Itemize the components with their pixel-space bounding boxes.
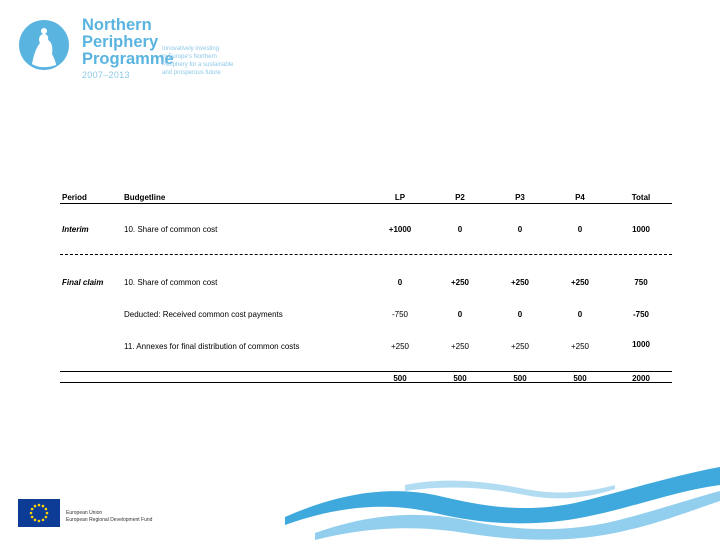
budgetline-cell: 11. Annexes for final distribution of common costs	[124, 342, 300, 351]
p4-cell: +250	[570, 278, 590, 287]
lp-cell: +1000	[388, 225, 412, 234]
table-row-final-claim	[60, 278, 672, 292]
decorative-wave-icon	[285, 455, 720, 540]
eu-stars-icon	[18, 499, 60, 527]
header-lp: LP	[394, 193, 406, 202]
programme-title-line: Programme	[82, 50, 174, 68]
lp-cell: -750	[391, 310, 408, 319]
table-totals-row	[60, 374, 672, 388]
programme-years: 2007–2013	[82, 70, 130, 80]
programme-logo	[14, 14, 254, 84]
programme-title	[82, 17, 174, 68]
p4-cell: 0	[577, 225, 583, 234]
p2-cell: 0	[457, 310, 463, 319]
programme-title-line: Periphery	[82, 33, 159, 51]
tagline-line: and prosperous future	[162, 70, 221, 76]
programme-title-line: Northern	[82, 16, 152, 34]
header-period: Period	[62, 193, 87, 202]
tagline-line: in Europe's Northern	[162, 54, 217, 60]
total-cell: 1000	[632, 340, 650, 349]
header-p3: P3	[515, 193, 525, 202]
total-cell: -750	[632, 310, 649, 319]
p3-total-cell: 500	[513, 374, 527, 383]
lp-cell: +250	[390, 342, 410, 351]
budgetline-cell: Deducted: Received common cost payments	[124, 310, 283, 319]
total-cell: 1000	[632, 225, 650, 234]
table-row-interim	[60, 225, 672, 239]
p3-cell: +250	[510, 342, 530, 351]
lp-cell: 0	[397, 278, 403, 287]
totals-top-rule	[60, 371, 672, 372]
budgetline-cell: 10. Share of common cost	[124, 225, 218, 234]
eu-label-line: European Regional Development Fund	[66, 517, 153, 523]
header-total: Total	[631, 193, 651, 202]
p2-cell: 0	[457, 225, 463, 234]
programme-emblem-icon	[18, 18, 70, 72]
grand-total-cell: 2000	[632, 374, 650, 383]
eu-flag-icon	[18, 499, 60, 527]
eu-fund-label	[66, 510, 152, 524]
lp-total-cell: 500	[393, 374, 407, 383]
p2-cell: +250	[450, 278, 470, 287]
p3-cell: 0	[517, 225, 523, 234]
header-budgetline: Budgetline	[124, 193, 166, 202]
total-cell: 750	[634, 278, 648, 287]
table-header-row	[60, 193, 672, 207]
header-p2: P2	[455, 193, 465, 202]
tagline-line: Periphery for a sustainable	[162, 62, 234, 68]
eu-label-line: European Union	[66, 510, 103, 516]
budgetline-cell: 10. Share of common cost	[124, 278, 218, 287]
p2-total-cell: 500	[453, 374, 467, 383]
period-cell: Final claim	[62, 278, 104, 287]
table-row-deducted	[60, 310, 672, 324]
header-p4: P4	[575, 193, 585, 202]
p3-cell: +250	[510, 278, 530, 287]
section-divider	[60, 254, 672, 255]
p4-total-cell: 500	[573, 374, 587, 383]
period-cell: Interim	[62, 225, 89, 234]
p3-cell: 0	[517, 310, 523, 319]
p4-cell: +250	[570, 342, 590, 351]
table-row-annexes	[60, 342, 672, 356]
tagline-line: Innovatively investing	[162, 46, 220, 52]
p4-cell: 0	[577, 310, 583, 319]
p2-cell: +250	[450, 342, 470, 351]
programme-tagline	[162, 45, 233, 77]
